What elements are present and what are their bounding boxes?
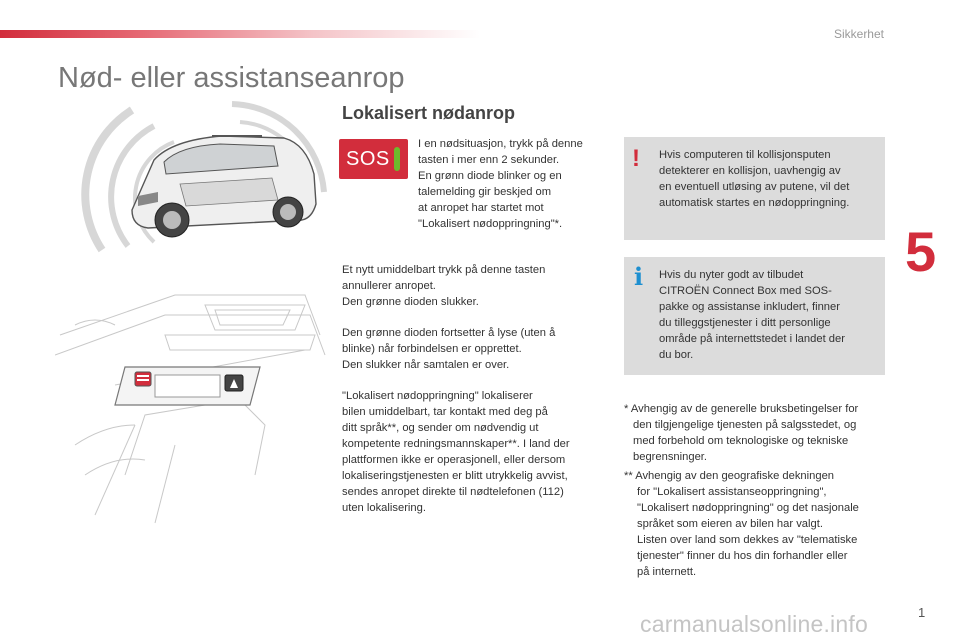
green-led-indicator: [394, 147, 400, 171]
warning-box: [624, 137, 885, 240]
exclamation-icon: !: [632, 145, 640, 172]
paragraph-cancel-call: Et nytt umiddelbart trykk på denne tasten annullerer anropet. Den grønne dioden slukker.: [342, 264, 546, 308]
paragraph-localisation: "Lokalisert nødoppringning" lokaliserer bilen umiddelbart, tar kontakt med deg på ditt språk**, og sender om nødvendig ut kompetente redningsmannskaper**. I land der plattformen ikke er operasjonell, eller dersom lokaliseringstjenesten er blitt utrykkelig avvist, sendes anropet direkte til nødtelefonen (112) uten lokalisering.: [342, 390, 570, 514]
watermark: carmanualsonline.info: [640, 611, 868, 637]
chapter-number: 5: [905, 220, 937, 283]
info-icon: i: [634, 262, 644, 291]
paragraph-emergency-instructions: I en nødsituasjon, trykk på denne tasten i mer enn 2 sekunder. En grønn diode blinker og en talemelding gir beskjed om at anropet har startet mot "Lokalisert nødoppringning"*.: [418, 138, 583, 230]
ceiling-console-illustration: [55, 275, 330, 525]
sos-button[interactable]: [339, 139, 408, 179]
info-text: Hvis du nyter godt av tilbudet CITROËN Connect Box med SOS- pakke og assistanse inkludert, finner du tilleggstjenester i ditt personlige område på internettstedet i landet der du bor.: [659, 269, 845, 361]
footnote-1: * Avhengig av de generelle bruksbetingelser for den tilgjengelige tjenesten på salgsstedet, og med forbehold om teknologiske og tekniske begrensninger.: [624, 403, 859, 463]
car-illustration: [62, 100, 332, 260]
info-box: [624, 257, 885, 375]
section-subtitle: Lokalisert nødanrop: [342, 103, 516, 123]
footnote-2: ** Avhengig av den geografiske dekningen for "Lokalisert assistanseoppringning", "Lokalisert nødoppringning" og det nasjonale språket som eieren av bilen har valgt. Listen over land som dekkes av "telematiske tjenester" finner du hos din forhandler eller på internett.: [624, 470, 859, 578]
page-number: 1: [918, 605, 926, 620]
warning-text: Hvis computeren til kollisjonsputen detekterer en kollisjon, uavhengig av en eventuell utløsing av putene, vil det automatisk startes en nødoppringning.: [659, 149, 850, 209]
sos-button-label: SOS: [346, 148, 390, 170]
section-title: Sikkerhet: [833, 27, 884, 41]
header-accent-bar: [0, 30, 480, 38]
page-title: Nød- eller assistanseanrop: [58, 62, 405, 94]
paragraph-led-status: Den grønne dioden fortsetter å lyse (uten å blinke) når forbindelsen er opprettet. Den slukker når samtalen er over.: [342, 327, 556, 371]
